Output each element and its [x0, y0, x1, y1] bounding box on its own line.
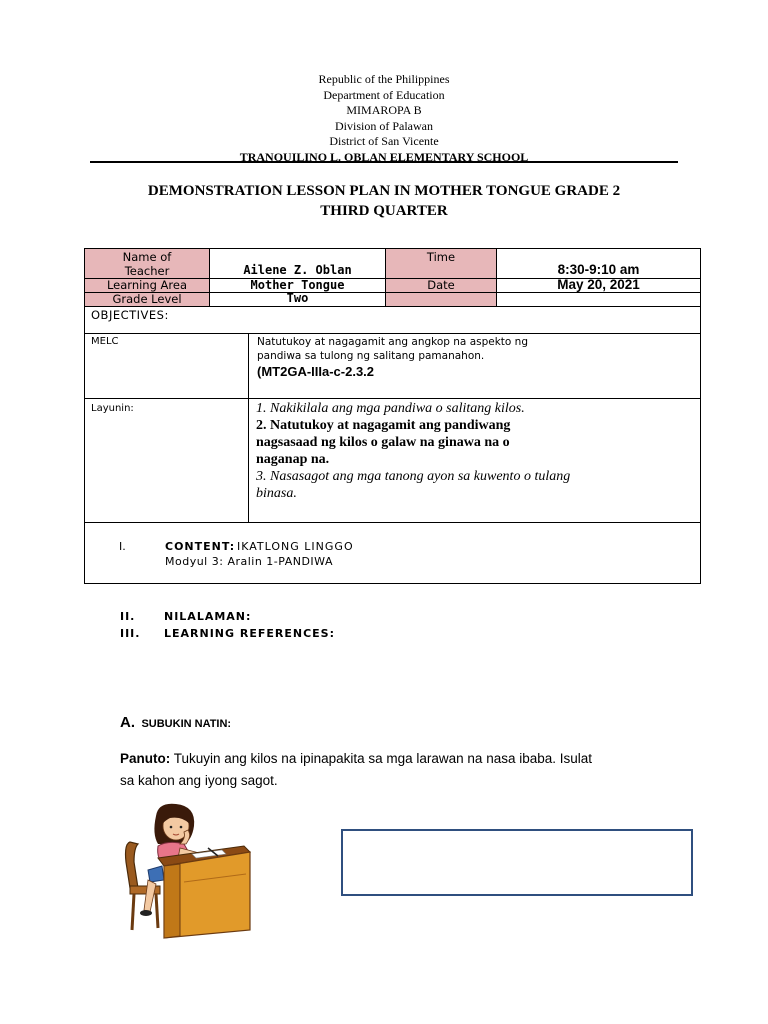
section-2-label: NILALAMAN:: [164, 610, 252, 623]
melc-text: [257, 335, 528, 380]
melc-line-1: Natutukoy at nagagamit ang angkop na aspekto ng: [257, 336, 529, 348]
layunin-text-cell: [248, 398, 701, 523]
instructions: [120, 748, 710, 792]
document-title: [0, 181, 768, 221]
grade-value-cell: [209, 292, 386, 307]
melc-text-cell: [248, 333, 701, 399]
section-3-label: LEARNING REFERENCES:: [164, 627, 335, 640]
melc-line-2: pandiwa sa tulong ng salitang pamanahon.: [257, 350, 485, 362]
date-label: Date: [427, 278, 455, 292]
time-label-cell: [385, 248, 497, 279]
grade-label: Grade Level: [112, 292, 182, 306]
grade-empty-label-cell: [385, 292, 497, 307]
activity-letter: A.: [120, 714, 135, 731]
title-line-2: THIRD QUARTER: [320, 203, 448, 219]
lesson-info-table: [84, 248, 701, 584]
objective-3-line-1: 3. Nasasagot ang mga tanong ayon sa kuwento o tulang: [256, 469, 571, 484]
time-value: 8:30-9:10 am: [557, 262, 640, 277]
instructions-text-1: Tukuyin ang kilos na ipinapakita sa mga larawan na nasa ibaba. Isulat: [170, 751, 593, 766]
objective-3-line-2: binasa.: [256, 486, 297, 501]
objective-2-line-2: nagsasaad ng kilos o galaw na ginawa na o: [256, 435, 510, 450]
content-module: Modyul 3: Aralin 1-PANDIWA: [165, 555, 333, 568]
layunin-label: Layunin:: [91, 403, 134, 414]
letterhead-region: MIMAROPA B: [346, 103, 422, 117]
teacher-label-cell: [84, 248, 210, 279]
letterhead-country: Republic of the Philippines: [318, 72, 450, 86]
objective-3: [256, 468, 570, 502]
area-label-cell: [84, 278, 210, 293]
section-2-number: II.: [120, 610, 136, 623]
time-label: Time: [426, 250, 456, 264]
content-numeral: I.: [119, 540, 126, 553]
objective-2-line-1: 2. Natutukoy at nagagamit ang pandiwang: [256, 418, 511, 433]
activity-title: SUBUKIN NATIN:: [141, 718, 232, 730]
header-divider: [90, 161, 678, 163]
letterhead: [0, 72, 768, 165]
melc-code: (MT2GA-IIIa-c-2.3.2: [257, 364, 375, 379]
melc-label-cell: [84, 333, 249, 399]
date-value: May 20, 2021: [557, 277, 640, 292]
teacher-label-line-2: Teacher: [124, 264, 170, 278]
teacher-label-line-1: Name of: [122, 250, 172, 264]
objectives-heading: OBJECTIVES:: [91, 308, 169, 322]
instructions-line-2: sa kahon ang iyong sagot.: [120, 773, 278, 788]
content-label: CONTENT:: [165, 540, 236, 553]
letterhead-district: District of San Vicente: [329, 134, 439, 148]
layunin-label-cell: [84, 398, 249, 523]
grade-value: Two: [286, 291, 309, 305]
section-3-number: III.: [120, 627, 141, 640]
grade-label-cell: [84, 292, 210, 307]
layunin-objectives: [256, 400, 570, 502]
title-line-1: DEMONSTRATION LESSON PLAN IN MOTHER TONGUE GRADE 2: [147, 183, 621, 199]
time-value-cell: [496, 248, 701, 279]
objective-2: [256, 417, 570, 468]
area-label: Learning Area: [106, 278, 188, 292]
content-value: IKATLONG LINGGO: [237, 540, 354, 553]
answer-box[interactable]: [341, 829, 693, 896]
letterhead-division: Division of Palawan: [335, 118, 433, 133]
teacher-value-cell: [209, 248, 386, 279]
objectives-heading-cell: [84, 306, 701, 334]
letterhead-department: Department of Education: [323, 87, 445, 102]
content-cell: [84, 522, 701, 584]
girl-writing-at-desk-illustration: [118, 800, 258, 942]
desk-icon: [158, 846, 250, 938]
letterhead-school: TRANQUILINO L. OBLAN ELEMENTARY SCHOOL: [239, 149, 529, 164]
activity-heading: [120, 714, 231, 732]
date-value-cell: [496, 278, 701, 293]
grade-empty-value-cell: [496, 292, 701, 307]
area-value: Mother Tongue: [250, 278, 345, 292]
objective-2-line-3: naganap na.: [256, 452, 330, 467]
date-label-cell: [385, 278, 497, 293]
objective-1: 1. Nakikilala ang mga pandiwa o salitang kilos.: [256, 401, 525, 416]
instructions-line-1: [120, 748, 710, 770]
instructions-label: Panuto:: [120, 751, 171, 766]
teacher-value: Ailene Z. Oblan: [243, 263, 352, 277]
melc-label: MELC: [91, 336, 119, 347]
